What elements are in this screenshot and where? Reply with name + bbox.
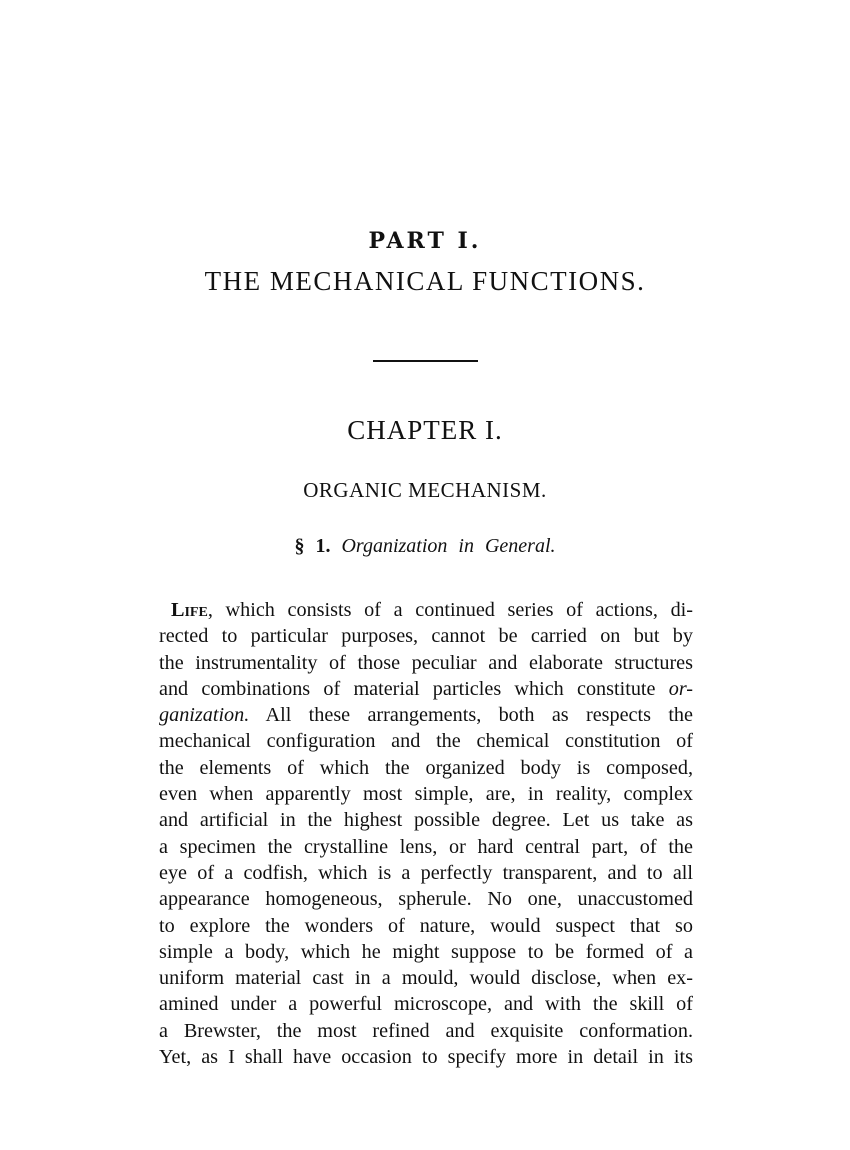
paragraph-line: the elements of which the organized body is composed, xyxy=(159,756,693,779)
paragraph-line: simple a body, which he might suppose to be formed of a xyxy=(159,940,693,963)
paragraph-line: appearance homogeneous, spherule. No one, unaccustomed xyxy=(159,888,693,911)
italic-text: ganization. xyxy=(159,704,250,727)
section-number: § 1. xyxy=(294,535,331,557)
paragraph-line xyxy=(159,676,693,702)
paragraph-line: rected to particular purposes, cannot be carried on but by xyxy=(159,625,693,648)
paragraph-line: the instrumentality of those peculiar and elaborate structures xyxy=(159,651,693,674)
paragraph-line: mechanical configuration and the chemical constitution of xyxy=(159,730,693,753)
line-text: and combinations of material particles which constitute xyxy=(159,677,669,700)
paragraph-line: a Brewster, the most refined and exquisite conformation. xyxy=(159,1019,693,1042)
paragraph-line xyxy=(159,702,693,728)
line-text: , which consists of a continued series of actions, di- xyxy=(207,599,693,621)
paragraph-line: and artificial in the highest possible degree. Let us take as xyxy=(159,809,693,832)
part-title: PART I. xyxy=(368,228,482,254)
italic-text: or- xyxy=(668,677,693,700)
paragraph-line: eye of a codfish, which is a perfectly transparent, and to all xyxy=(159,861,693,884)
paragraph-line: a specimen the crystalline lens, or hard central part, of the xyxy=(159,835,693,858)
lead-word: Life xyxy=(171,599,208,621)
chapter-subtitle: ORGANIC MECHANISM. xyxy=(303,478,547,502)
divider-rule xyxy=(373,360,478,362)
part-subtitle: THE MECHANICAL FUNCTIONS. xyxy=(204,266,646,296)
chapter-title: CHAPTER I. xyxy=(347,415,503,445)
section-title: Organization in General. xyxy=(341,535,556,557)
paragraph-line: Yet, as I shall have occasion to specify more in detail in its xyxy=(159,1046,693,1069)
paragraph-line xyxy=(159,597,693,623)
paragraph-line: uniform material cast in a mould, would disclose, when ex- xyxy=(159,967,693,990)
line-text: All these arrangements, both as respects the xyxy=(249,704,693,727)
paragraph-line: amined under a powerful microscope, and with the skill of xyxy=(159,993,693,1016)
section-heading xyxy=(0,535,850,558)
paragraph-line: to explore the wonders of nature, would suspect that so xyxy=(159,914,693,937)
paragraph-line: even when apparently most simple, are, in reality, complex xyxy=(159,783,693,806)
body-paragraph xyxy=(159,597,693,1070)
